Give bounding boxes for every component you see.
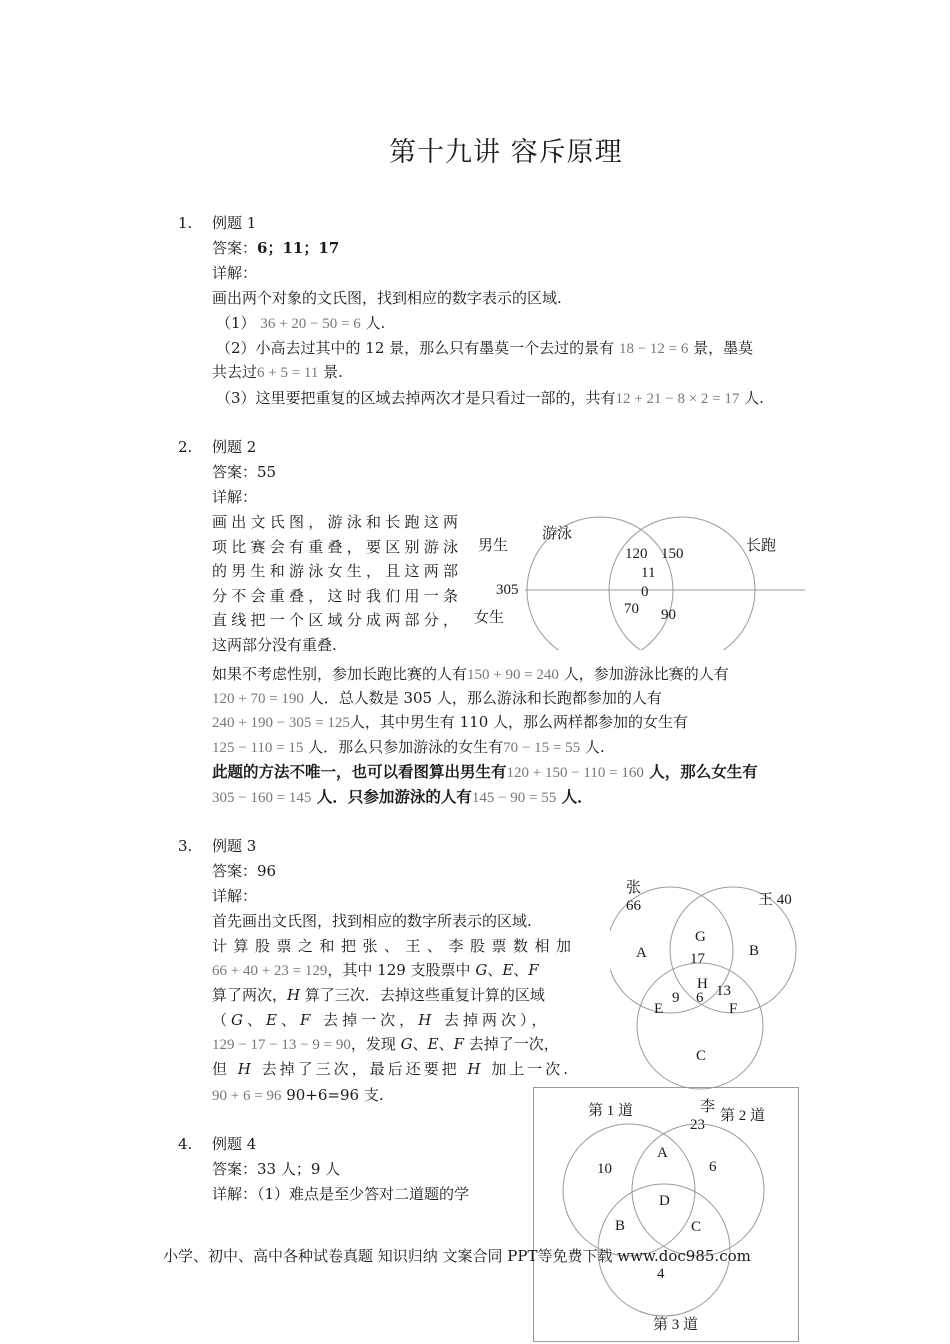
item-number: 2. [178,438,193,456]
region-A: A [657,1145,668,1161]
ex2-line: 项比赛会有重叠，要区别游泳 [212,537,458,556]
ex3-line3: 66 + 40 + 23 = 129，其中 129 支股票中 G、E、F [212,961,539,979]
ex2-venn-diagram [470,510,810,650]
ex1-part1: （1） 36 + 20 − 50 = 6 人. [216,314,386,332]
answer-line: 答案：96 [212,862,277,880]
ex1-part3: （3）这里要把重复的区域去掉两次才是只看过一部的，共有12 + 21 − 8 × 2 = 17 人. [216,389,764,407]
label-total: 305 [496,582,519,598]
value-10: 10 [597,1161,612,1177]
label-boys: 男生 [478,538,509,554]
value-11: 11 [641,565,656,581]
value-0: 0 [641,584,649,600]
ex2-line: 这两部分没有重叠. [212,635,337,654]
detail-label: 详解： [212,887,258,905]
label-q1: 第 1 道 [588,1103,634,1119]
label-girls: 女生 [474,610,505,626]
ex2-line: 的男生和游泳女生，且这两部 [212,562,458,580]
ex3-venn-diagram [610,875,810,1095]
region-G: G [695,929,706,945]
region-C: C [696,1048,707,1064]
ex3-line8: 90 + 6 = 96 90+6=96 支. [212,1086,384,1104]
region-B: B [749,943,760,959]
page-footer: 小学、初中、高中各种试卷真题 知识归纳 文案合同 PPT等免费下载 www.doc985.com [163,1247,751,1265]
item-number: 1. [178,214,193,232]
ex1-part2-cont: 共去过6 + 5 = 11 景. [212,363,343,381]
example-label: 例题 2 [212,438,257,456]
example-label: 例题 3 [212,837,257,855]
value-6: 6 [709,1159,717,1175]
region-D: D [659,1193,670,1209]
label-q3: 第 3 道 [653,1317,699,1333]
item-number: 3. [178,837,193,855]
region-B: B [615,1218,626,1234]
run-circle [609,517,755,650]
ex2-bold-line1: 此题的方法不唯一，也可以看图算出男生有120 + 150 − 110 = 160 人，那么女生有 [212,762,758,781]
value-120: 120 [625,546,648,562]
value-90: 90 [661,607,676,623]
item-number: 4. [178,1135,193,1153]
label-zhang-value: 66 [626,898,641,914]
value-17: 17 [690,951,705,967]
label-run: 长跑 [746,538,777,554]
ex2-paragraph [212,510,458,657]
ex1-intro: 画出两个对象的文氏图，找到相应的数字表示的区域. [212,289,562,307]
label-swim: 游泳 [542,526,573,542]
ex3-line7: 但 H 去掉了三次，最后还要把 H 加上一次. [212,1060,572,1078]
label-li: 李 [700,1099,716,1115]
example-label: 例题 1 [212,214,257,232]
value-150: 150 [661,546,684,562]
ex3-line4: 算了两次，H 算了三次．去掉这些重复计算的区域 [212,986,545,1004]
ex2-line7: 如果不考虑性别，参加长跑比赛的人有150 + 90 = 240 人，参加游泳比赛的人有 [212,665,729,683]
ex2-line: 分不会重叠，这时我们用一条 [212,586,458,605]
ex2-line: 直线把一个区域分成两部分， [212,611,458,629]
ex3-line5: （G、E、F 去掉一次，H 去掉两次）， [212,1011,551,1029]
value-4: 4 [657,1266,665,1282]
answer-line: 答案：6；11；17 [212,239,340,257]
ex3-line6: 129 − 17 − 13 − 9 = 90，发现 G、E、F 去掉了一次， [212,1035,559,1053]
ex2-line: 画出文氏图，游泳和长跑这两 [212,513,458,531]
detail-label: 详解： [212,488,258,506]
region-C: C [691,1219,702,1235]
label-wang: 王 40 [758,892,792,908]
region-H: H [697,976,708,992]
label-q2: 第 2 道 [720,1108,766,1124]
ex2-line8: 120 + 70 = 190 人．总人数是 305 人，那么游泳和长跑都参加的人有 [212,689,662,707]
value-70: 70 [624,601,639,617]
label-li-value: 23 [690,1117,705,1133]
ex1-part2: （2）小高去过其中的 12 景，那么只有墨莫一个去过的景有 18 − 12 = 6 景，墨莫 [216,339,754,357]
ex2-line10: 125 − 110 = 15 人．那么只参加游泳的女生有70 − 15 = 55 人. [212,738,605,756]
page-title: 第十九讲 容斥原理 [389,137,623,168]
value-9: 9 [672,990,680,1006]
value-13: 13 [716,983,731,999]
ex3-line2: 计算股票之和把张、王、李股票数相加 [212,937,578,955]
region-A: A [636,945,647,961]
region-F: F [729,1001,738,1017]
ex2-bold-line2: 305 − 160 = 145 人．只参加游泳的人有145 − 90 = 55 人． [212,787,593,806]
q1-circle [563,1124,695,1256]
ex3-line1: 首先画出文氏图，找到相应的数字所表示的区域. [212,912,532,930]
label-zhang: 张 [626,880,642,896]
detail-line: 详解：（1）难点是至少答对二道题的学 [212,1185,470,1203]
example-label: 例题 4 [212,1135,257,1153]
answer-line: 答案：55 [212,463,277,481]
region-E: E [654,1001,664,1017]
value-6: 6 [696,990,704,1006]
q2-circle [632,1124,764,1256]
detail-label: 详解： [212,264,258,282]
answer-line: 答案：33 人；9 人 [212,1160,341,1178]
ex4-venn-diagram [533,1087,799,1342]
ex2-line9: 240 + 190 − 305 = 125人，其中男生有 110 人，那么两样都参加的女生有 [212,713,689,731]
